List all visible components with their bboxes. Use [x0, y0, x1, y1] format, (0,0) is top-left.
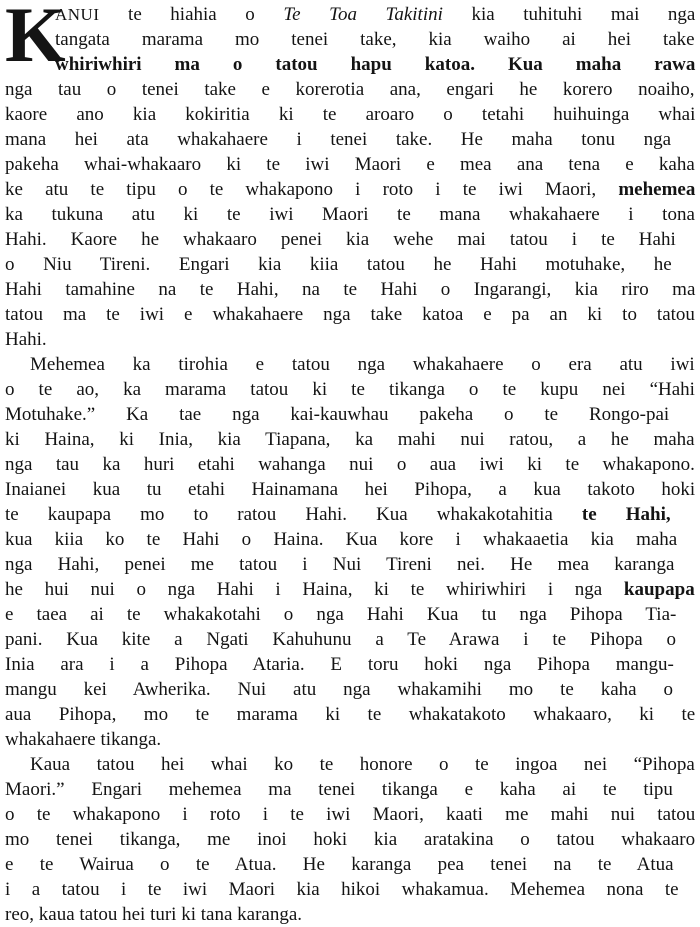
text-line: [5, 177, 695, 202]
text-line: [5, 552, 674, 577]
line-text: Mehemea ka tirohia e tatou nga whakahaere o era atu iwi: [30, 354, 695, 375]
line-text: Kaua tatou hei whai ko te honore o te ingoa nei “Pihopa: [30, 754, 695, 775]
text-line: [55, 27, 695, 52]
text-line: [5, 227, 676, 252]
line-text: nga tau o tenei take e korerotia ana, engari he korero noaiho,: [5, 79, 695, 100]
bold-text: mehemea: [618, 179, 696, 200]
line-text: tangata marama mo tenei take, kia waiho ai hei take: [55, 29, 695, 50]
text-line: [5, 727, 161, 752]
text-line: [5, 327, 47, 352]
text-line: [5, 402, 669, 427]
text-line: [5, 502, 671, 527]
line-text: i a tatou i te iwi Maori kia hikoi whakamua. Mehemea nona te: [5, 879, 679, 900]
line-text: Inia ara i a Pihopa Ataria. E toru hoki nga Pihopa mangu-: [5, 654, 674, 675]
text-line: [5, 602, 676, 627]
text-line: [5, 102, 695, 127]
line-text: he hui nui o nga Hahi i Haina, ki te whiriwhiri i nga: [5, 579, 624, 600]
text-line: [5, 202, 695, 227]
text-line: [5, 877, 679, 902]
text-line: [5, 152, 695, 177]
line-text: pani. Kua kite a Ngati Kahuhunu a Te Arawa i te Pihopa o: [5, 629, 676, 650]
bold-text: te Hahi,: [581, 504, 671, 525]
line-text: Maori.” Engari mehemea ma tenei tikanga e kaha ai te tipu: [5, 779, 673, 800]
text-line: [5, 477, 695, 502]
text-line: [5, 452, 695, 477]
line-text: kua kiia ko te Hahi o Haina. Kua kore i whakaaetia kia maha: [5, 529, 678, 550]
text-line: [5, 252, 672, 277]
line-text: reo, kaua tatou hei turi ki tana karanga.: [5, 904, 303, 925]
line-text: te kaupapa mo to ratou Hahi. Kua whakakotahitia: [5, 504, 582, 525]
line-text: Hahi. Kaore he whakaaro penei kia wehe mai tatou i te Hahi: [5, 229, 676, 250]
bold-text: Kua maha rawa: [507, 54, 696, 75]
line-text: kia tuhituhi mai nga: [442, 4, 696, 25]
line-text: ke atu te tipu o te whakapono i roto i te iwi Maori,: [5, 179, 619, 200]
line-text: nga tau ka huri etahi wahanga nui o aua iwi ki te whakapono.: [5, 454, 695, 475]
line-text: whakahaere tikanga.: [5, 729, 162, 750]
italic-title: Te Toa Takitini: [283, 4, 443, 25]
line-text: tatou ma te iwi e whakahaere nga take katoa e pa an ki to tatou: [5, 304, 695, 325]
opening-small-caps: ANUI: [55, 5, 100, 24]
text-line: [5, 752, 695, 777]
line-text: e taea ai te whakakotahi o nga Hahi Kua tu nga Pihopa Tia-: [5, 604, 677, 625]
line-text: mangu kei Awherika. Nui atu nga whakamihi mo te kaha o: [5, 679, 674, 700]
line-text: Hahi.: [5, 329, 47, 350]
line-text: ka tukuna atu ki te iwi Maori te mana whakahaere i tona: [5, 204, 695, 225]
line-text: e te Wairua o te Atua. He karanga pea tenei na te Atua: [5, 854, 674, 875]
text-line: [5, 677, 673, 702]
bold-text: whiriwhiri ma o tatou hapu katoa.: [55, 54, 508, 75]
line-text: o te whakapono i roto i te iwi Maori, kaati me mahi nui tatou: [5, 804, 696, 825]
text-line: [5, 127, 671, 152]
text-line: [5, 77, 695, 102]
line-text: o te ao, ka marama tatou ki te tikanga o te kupu nei “Hahi: [5, 379, 695, 400]
text-line: [5, 302, 695, 327]
line-text: Hahi tamahine na te Hahi, na te Hahi o Ingarangi, kia riro ma: [5, 279, 696, 300]
text-line: [55, 2, 695, 27]
text-line: [5, 827, 695, 852]
line-text: nga Hahi, penei me tatou i Nui Tireni nei. He mea karanga: [5, 554, 675, 575]
text-line: [5, 802, 695, 827]
line-text: kaore ano kia kokiritia ki te aroaro o tetahi huihuinga whai: [5, 104, 696, 125]
text-line: [5, 852, 674, 877]
text-line: [5, 702, 695, 727]
line-text: aua Pihopa, mo te marama ki te whakatakoto whakaaro, ki te: [5, 704, 696, 725]
line-text: mana hei ata whakahaere i tenei take. He maha tonu nga: [5, 129, 672, 150]
text-line: [5, 427, 695, 452]
line-text: pakeha whai-whakaaro ki te iwi Maori e mea ana tena e kaha: [5, 154, 695, 175]
text-line: [5, 652, 674, 677]
bold-text: kaupapa: [623, 579, 695, 600]
text-line: [5, 352, 695, 377]
text-line: [55, 52, 695, 77]
line-text: mo tenei tikanga, me inoi hoki kia aratakina o tatou whakaaro: [5, 829, 696, 850]
text-line: [5, 277, 695, 302]
text-line: [5, 577, 695, 602]
drop-cap: K: [5, 0, 66, 78]
text-line: [5, 777, 673, 802]
line-text: ki Haina, ki Inia, kia Tiapana, ka mahi nui ratou, a he maha: [5, 429, 695, 450]
line-text: o Niu Tireni. Engari kia kiia tatou he Hahi motuhake, he: [5, 254, 672, 275]
text-line: [5, 377, 695, 402]
text-line: [5, 902, 302, 927]
article-page: [5, 0, 696, 925]
text-line: [5, 627, 676, 652]
line-text: Motuhake.” Ka tae nga kai-kauwhau pakeha o te Rongo-pai: [5, 404, 670, 425]
line-text: Inaianei kua tu etahi Hainamana hei Pihopa, a kua takoto hoki: [5, 479, 696, 500]
line-text: te hiahia o: [99, 4, 284, 25]
text-line: [5, 527, 677, 552]
